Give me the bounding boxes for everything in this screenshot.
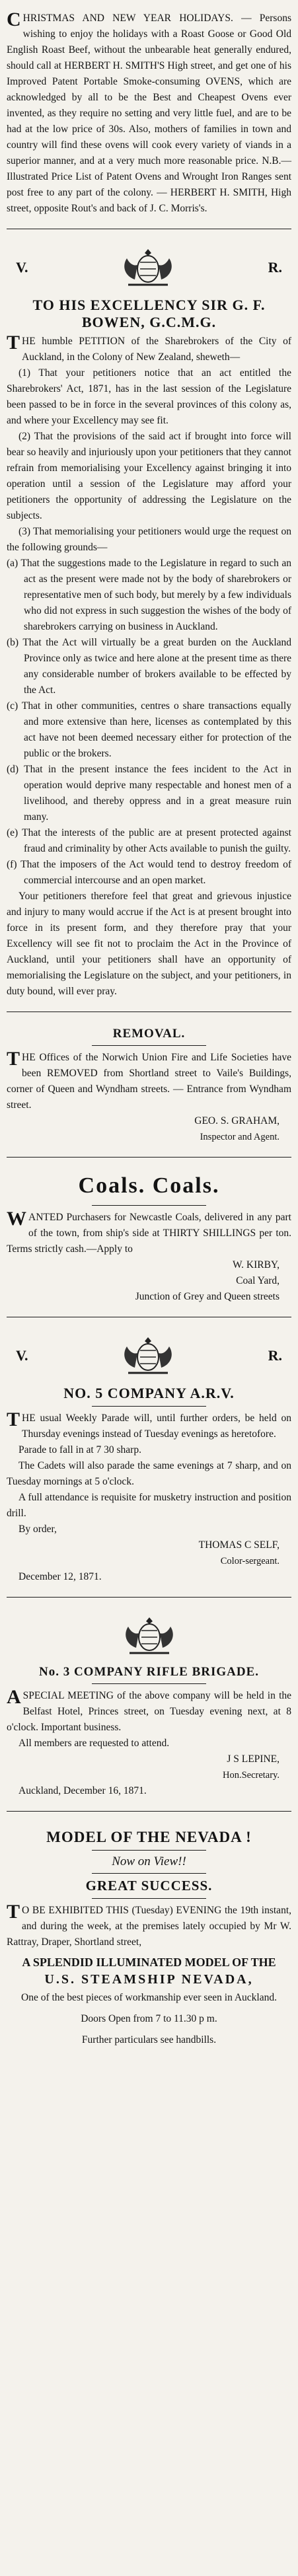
nevada-splendid: A SPLENDID ILLUMINATED MODEL OF THE: [22, 1956, 276, 1969]
rifle-brigade-signer-title: Hon.Secretary.: [222, 1770, 279, 1781]
petition-item-1: (1) That your petitioners notice that an act entitled the Sharebrokers' Act, 1871, has in the last session of the Legislature been passed to be in force in the several provinces of this colony as, and where your Excellency may see fit.: [7, 367, 291, 426]
removal-advert: [7, 1019, 291, 1150]
coals-advert: [7, 1164, 291, 1310]
christmas-advert-text: CHRISTMAS AND NEW YEAR HOLIDAYS. — Persons wishing to enjoy the holidays with a Roast Goose or Good Old English Roast Beef, without the unbearable heat generally endured, should call at HERBERT H. SMITH'S High street, and get one of his Improved Patent Portable Smoke-consuming OVENS, which are acknowledged by all to be the Best and Cheapest Ovens ever invented, as they require no setting and very little fuel, and are to be had at the low price of 30s. Also, mothers of families in town and country will find these ovens will cook every variety of viands in a superior manner, and at a very much more reasonable price. N.B.—Illustrated Price List of Patent Ovens and Wrought Iron Ranges sent post free to any part of the colony. — HERBERT H. SMITH, High street, opposite Rout's and back of J. C. Morris's.: [7, 9, 291, 214]
short-rule: [92, 1406, 205, 1407]
vr-letter-r: R.: [268, 259, 282, 276]
petition-intro: THE humble PETITION of the Sharebrokers of the City of Auckland, in the Colony of New Zealand, sheweth—: [7, 332, 291, 363]
newspaper-column: [7, 0, 291, 2053]
coals-signer: W. KIRBY,: [232, 1259, 279, 1270]
sharebrokers-petition: [7, 236, 291, 1005]
short-rule: [92, 1683, 205, 1684]
nevada-heading: MODEL OF THE NEVADA !: [46, 1829, 252, 1845]
arv-paragraph-4: A full attendance is requisite for musketry instruction and position drill.: [7, 1492, 291, 1519]
vr-letter-v: V.: [16, 1347, 28, 1364]
short-rule: [92, 1850, 205, 1851]
coals-text: WANTED Purchasers for Newcastle Coals, delivered in any part of the town, from ship's side at THIRTY SHILLINGS per ton. Terms strictly cash.—Apply to: [7, 1208, 291, 1255]
nevada-doors: Doors Open from 7 to 11.30 p m.: [81, 2013, 217, 2024]
nevada-ship: U.S. STEAMSHIP NEVADA,: [44, 1972, 254, 1987]
petition-subitem-c: (c) That in other communities, centres o share transactions equally and more extensive than here, licenses as contemplated by this act have not been deemed necessary either for protection of the public or the brokers.: [7, 700, 291, 759]
royal-coat-of-arms-icon: [108, 246, 188, 289]
removal-signer: GEO. S. GRAHAM,: [194, 1115, 279, 1126]
arv-paragraph-3: The Cadets will also parade the same evenings at 7 sharp, and on Tuesday mornings at 5 o'clock.: [7, 1460, 291, 1487]
petition-heading: TO HIS EXCELLENCY SIR G. F. BOWEN, G.C.M.G.: [32, 297, 266, 330]
coals-heading: Coals. Coals.: [78, 1173, 220, 1198]
crest-row: [7, 1608, 291, 1661]
vr-letter-v: V.: [16, 259, 28, 276]
rifle-brigade-advert: [7, 1604, 291, 1804]
rifle-brigade-date: Auckland, December 16, 1871.: [19, 1785, 147, 1796]
arv-heading: NO. 5 COMPANY A.R.V.: [63, 1385, 235, 1401]
vr-letter-r: R.: [268, 1347, 282, 1364]
removal-heading: REMOVAL.: [112, 1027, 186, 1041]
royal-coat-of-arms-icon: [108, 1335, 188, 1377]
petition-item-2: (2) That the provisions of the said act if brought into force will bear so heavily and injuriously upon your petitioners that they cannot refrain from memorialising your Excellency against bringing it into operation until a session of the Legislature may afford your petitioners the opportunity of addressing the Legislature on the subjects.: [7, 431, 291, 521]
royal-crest-row: [7, 240, 291, 293]
christmas-ovens-advert: [7, 7, 291, 222]
rifle-brigade-signer: J S LEPINE,: [227, 1753, 279, 1765]
nevada-further: Further particulars see handbills.: [81, 2034, 217, 2045]
petition-item-3: (3) That memorialising your petitioners would urge the request on the following grounds—: [7, 526, 291, 553]
arv-company-advert: [7, 1324, 291, 1590]
short-rule: [92, 1873, 205, 1874]
rifle-brigade-text: ASPECIAL MEETING of the above company will be held in the Belfast Hotel, Princes street, on Tuesday evening next, at 8 o'clock. Important business.: [7, 1686, 291, 1733]
nevada-now-on-view: Now on View!!: [112, 1855, 186, 1868]
nevada-model-advert: [7, 1818, 291, 2053]
arv-date: December 12, 1871.: [19, 1571, 102, 1582]
coals-address: Junction of Grey and Queen streets: [135, 1291, 279, 1302]
short-rule: [92, 1045, 205, 1046]
arv-by-order: By order,: [19, 1524, 57, 1535]
divider-rule: [7, 1811, 291, 1812]
nevada-text: TO BE EXHIBITED THIS (Tuesday) EVENING the 19th instant, and during the week, at the premises lately occupied by Mr W. Rattray, Draper, Shortland street,: [7, 1901, 291, 1948]
petition-subitem-f: (f) That the imposers of the Act would tend to destroy freedom of commercial intercourse and an open market.: [7, 859, 291, 886]
short-rule: [92, 1205, 205, 1206]
arv-paragraph-1: THE usual Weekly Parade will, until further orders, be held on Thursday evenings instead of Tuesday evenings as heretofore.: [7, 1409, 291, 1440]
nevada-description: One of the best pieces of workmanship ever seen in Auckland.: [21, 1992, 277, 2003]
short-rule: [92, 1898, 205, 1899]
petition-subitem-a: (a) That the suggestions made to the Legislature in regard to such an act as the present were made not by the body of sharebrokers or representative men of such body, but merely by a few individuals who did not express in such suggestion the wishes of the body of sharebrokers carrying on business in Auckland.: [7, 558, 291, 632]
coals-yard: Coal Yard,: [236, 1275, 279, 1286]
petition-subitem-b: (b) That the Act will virtually be a great burden on the Auckland Province only as twice and here alone at the present time as there any considerable number of brokers available to be effected by the Act.: [7, 637, 291, 696]
petition-closing: Your petitioners therefore feel that great and grievous injustice and injury to many would accrue if the Act is at present brought into force in its present form, and they therefore pray that your Excellency will see fit not to proclaim the Act in the Province of Auckland, until your petitioners shall have an opportunity of memorialising the Legislature on the subject, and your petitioners, in duty bound, will ever pray.: [7, 891, 291, 997]
removal-signer-title: Inspector and Agent.: [200, 1132, 279, 1142]
arv-paragraph-2: Parade to fall in at 7 30 sharp.: [19, 1444, 141, 1455]
divider-rule: [7, 1597, 291, 1598]
royal-crest-row: [7, 1328, 291, 1381]
royal-crest-icon: [110, 1615, 189, 1657]
petition-subitem-d: (d) That in the present instance the fees incident to the Act in operation would deprive many respectable and honest men of a livelihood, and thereby oppress and in a great measure ruin many.: [7, 764, 291, 823]
arv-signer: THOMAS C SELF,: [198, 1539, 279, 1551]
rifle-brigade-heading: No. 3 COMPANY RIFLE BRIGADE.: [38, 1665, 260, 1679]
petition-subitem-e: (e) That the interests of the public are at present protected against fraud and criminality by other Acts available to punish the guilty.: [7, 827, 291, 854]
nevada-great-success: GREAT SUCCESS.: [85, 1878, 213, 1894]
divider-rule: [7, 1157, 291, 1158]
rifle-brigade-attend: All members are requested to attend.: [19, 1738, 170, 1749]
removal-text: THE Offices of the Norwich Union Fire and Life Societies have been REMOVED from Shortland street to Vaile's Buildings, corner of Queen and Wyndham streets. — Entrance from Wyndham street.: [7, 1048, 291, 1111]
arv-signer-title: Color-sergeant.: [220, 1556, 279, 1566]
